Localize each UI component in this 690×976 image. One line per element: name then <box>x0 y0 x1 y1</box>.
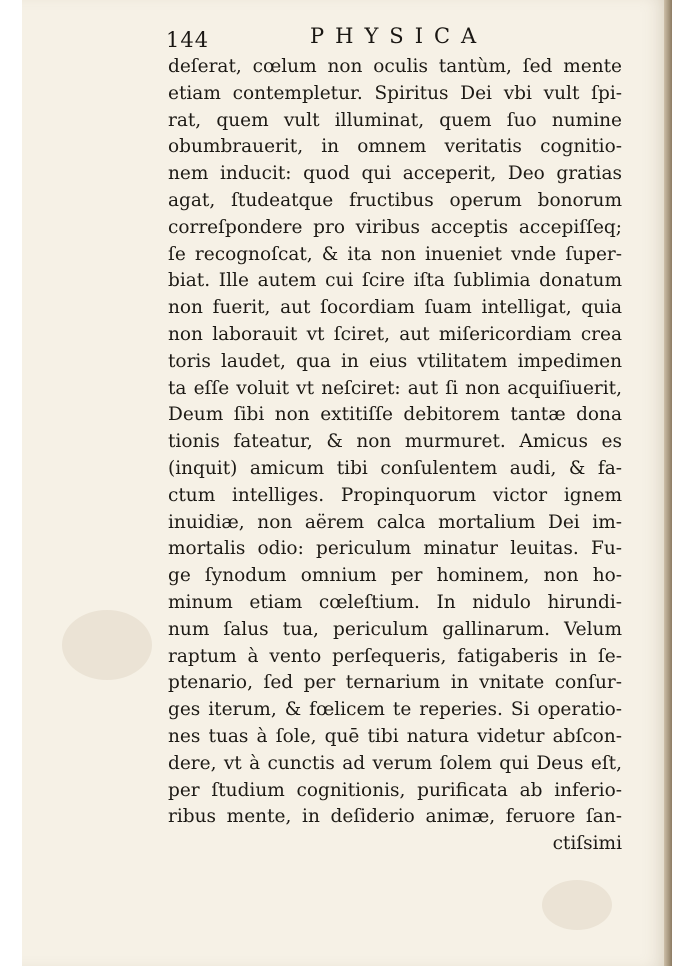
text-line: non fuerit, aut ſocordiam ſuam intelligat, quia <box>168 297 622 319</box>
text-line: dere, vt à cunctis ad verum ſolem qui Deus eſt, <box>168 752 622 774</box>
text-line: minum etiam cœleſtium. In nidulo hirundi- <box>168 591 622 613</box>
text-line: rat, quem vult illuminat, quem ſuo numine <box>168 109 622 131</box>
text-line: ſe recognoſcat, & ita non inueniet vnde ſuper- <box>168 243 622 265</box>
text-line: toris laudet, qua in eius vtilitatem impedimen <box>168 350 622 372</box>
paper-stain <box>542 880 612 930</box>
page-number: 144 <box>166 28 210 52</box>
catchword: ctiſsimi <box>552 833 622 855</box>
text-line: inuidiæ, non aërem calca mortalium Dei im- <box>168 511 622 533</box>
text-line: nem inducit: quod qui acceperit, Deo gratias <box>168 163 622 185</box>
text-line: mortalis odio: periculum minatur leuitas. Fu- <box>168 538 622 560</box>
text-line: ge ſynodum omnium per hominem, non ho- <box>168 565 622 587</box>
text-line: ptenario, ſed per ternarium in vnitate conſur- <box>168 672 622 694</box>
text-line: non laborauit vt ſciret, aut miſericordiam crea <box>168 323 622 345</box>
text-line: etiam contempletur. Spiritus Dei vbi vult ſpi- <box>168 82 622 104</box>
text-line: obumbrauerit, in omnem veritatis cognitio- <box>168 136 622 158</box>
text-line: Deum ſibi non extitiſſe debitorem tantæ dona <box>168 404 622 426</box>
text-line: biat. Ille autem cui ſcire iſta ſublimia donatum <box>168 270 622 292</box>
text-line: correſpondere pro viribus acceptis accepiſſeq; <box>168 216 622 238</box>
text-line: agat, ſtudeatque fructibus operum bonorum <box>168 189 622 211</box>
text-line: tionis fateatur, & non murmuret. Amicus es <box>168 431 622 453</box>
text-line: nes tuas à ſole, quē tibi natura videtur abſcon- <box>168 725 622 747</box>
text-line: (inquit) amicum tibi conſulentem audi, & fa- <box>168 457 622 479</box>
paper-stain <box>62 610 152 680</box>
text-line: ta eſſe voluit vt neſciret: aut ſi non acquiſiuerit, <box>168 377 622 399</box>
body-text <box>168 54 622 858</box>
page-edge <box>664 0 672 966</box>
book-page <box>22 0 670 966</box>
text-line: num ſalus tua, periculum gallinarum. Velum <box>168 618 622 640</box>
text-line: per ſtudium cognitionis, purificata ab inferio- <box>168 779 622 801</box>
text-line: ctum intelliges. Propinquorum victor ignem <box>168 484 622 506</box>
text-line: ribus mente, in deſiderio animæ, feruore ſan- <box>168 806 622 828</box>
text-line: raptum à vento perſequeris, fatigaberis in ſe- <box>168 645 622 667</box>
text-line: ges iterum, & fœlicem te reperies. Si operatio- <box>168 699 622 721</box>
running-head: PHYSICA <box>310 24 488 48</box>
text-line: deſerat, cœlum non oculis tantùm, ſed mente <box>168 56 622 77</box>
